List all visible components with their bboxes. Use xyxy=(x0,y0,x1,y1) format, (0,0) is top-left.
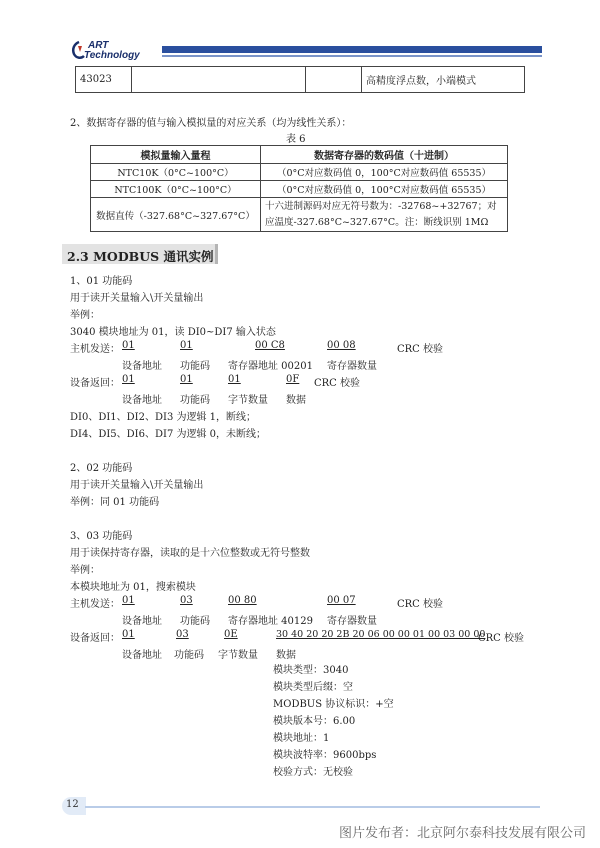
s3-detail-version: 模块版本号：6.00 xyxy=(273,716,356,727)
column-header: 模拟量输入量程 xyxy=(91,146,261,164)
s3-send-crc: CRC 校验 xyxy=(397,599,444,610)
s3-recv-label: 设备返回： xyxy=(70,633,120,644)
s3-detail-address: 模块地址：1 xyxy=(273,733,330,744)
s3-example: 举例： xyxy=(70,565,100,576)
s3-send-desc-func: 功能码 xyxy=(180,616,210,627)
s1-recv-desc-data: 数据 xyxy=(286,395,306,406)
s1-recv-desc-addr: 设备地址 xyxy=(122,395,162,406)
s1-example: 举例： xyxy=(70,310,100,321)
cell-line: 应温度-327.68°C~327.67°C。注：断线识别 1MΩ xyxy=(265,216,489,228)
footer-line xyxy=(85,806,540,808)
page-number: 12 xyxy=(66,799,79,810)
s3-send-label: 主机发送： xyxy=(70,599,120,610)
s3-send-addr: 01 xyxy=(122,595,135,606)
s3-recv-func: 03 xyxy=(176,629,189,640)
table-cell: 43023 xyxy=(76,67,132,93)
logo-text-technology: Technology xyxy=(84,50,140,61)
s3-detail-baud: 模块波特率：9600bps xyxy=(273,750,377,761)
table-row xyxy=(76,67,525,93)
register-table-fragment xyxy=(75,66,525,93)
s3-send-func: 03 xyxy=(180,595,193,606)
section-title: 2.3 MODBUS 通讯实例 xyxy=(67,249,214,264)
s3-recv-data: 30 40 20 20 2B 20 06 00 00 01 00 03 00 00 xyxy=(276,629,486,640)
s1-send-desc-reg: 寄存器地址 00201 xyxy=(228,361,313,372)
s3-recv-desc-addr: 设备地址 xyxy=(122,650,162,661)
s1-desc: 用于读开关量输入\开关量输出 xyxy=(70,293,204,304)
s3-recv-desc-data: 数据 xyxy=(276,650,296,661)
s1-send-count: 00 08 xyxy=(327,340,356,351)
s3-recv-crc: CRC 校验 xyxy=(478,633,525,644)
s3-detail-parity: 校验方式：无校验 xyxy=(273,767,353,778)
s1-send-label: 主机发送： xyxy=(70,344,120,355)
table-cell: NTC10K（0°C~100°C） xyxy=(91,164,261,181)
table-header-row xyxy=(91,146,508,164)
s3-intro: 本模块地址为 01，搜索模块 xyxy=(70,582,196,593)
table-cell xyxy=(261,198,508,232)
table-row xyxy=(91,181,508,198)
s2-example: 举例：同 01 功能码 xyxy=(70,497,160,508)
s3-send-count: 00 07 xyxy=(327,595,356,606)
item2-text: 2、数据寄存器的值与输入模拟量的对应关系（均为线性关系）： xyxy=(70,118,352,129)
table-cell: NTC100K（0°C~100°C） xyxy=(91,181,261,198)
table-cell xyxy=(306,67,362,93)
table-cell xyxy=(132,67,306,93)
s1-intro: 3040 模块地址为 01，读 DI0~DI7 输入状态 xyxy=(70,327,276,338)
s3-detail-type: 模块类型：3040 xyxy=(273,665,349,676)
s1-note2: DI4、DI5、DI6、DI7 为逻辑 0，未断线； xyxy=(70,429,267,440)
s1-send-desc-func: 功能码 xyxy=(180,361,210,372)
s3-detail-suffix: 模块类型后缀：空 xyxy=(273,682,353,693)
s1-send-crc: CRC 校验 xyxy=(397,344,444,355)
table6-caption: 表 6 xyxy=(286,134,306,145)
s3-detail-protocol: MODBUS 协议标识：+空 xyxy=(273,699,394,710)
s1-recv-desc-func: 功能码 xyxy=(180,395,210,406)
s3-desc: 用于读保持寄存器，读取的是十六位整数或无符号整数 xyxy=(70,548,310,559)
s3-title: 3、03 功能码 xyxy=(70,531,133,542)
s3-recv-bytes: 0E xyxy=(224,629,238,640)
s1-recv-crc: CRC 校验 xyxy=(314,378,361,389)
header-bar xyxy=(162,46,542,53)
s1-send-func: 01 xyxy=(180,340,193,351)
s1-send-desc-addr: 设备地址 xyxy=(122,361,162,372)
s3-recv-addr: 01 xyxy=(122,629,135,640)
s1-recv-desc-bytes: 字节数量 xyxy=(228,395,268,406)
company-logo xyxy=(70,40,160,64)
cell-line: 十六进制源码对应无符号数为：-32768~+32767；对 xyxy=(265,200,497,212)
table-cell: （0°C对应数码值 0，100°C对应数码值 65535） xyxy=(261,181,508,198)
column-header: 数据寄存器的数码值（十进制） xyxy=(261,146,508,164)
header-bar-thin xyxy=(162,55,542,57)
s1-recv-addr: 01 xyxy=(122,374,135,385)
s1-send-addr: 01 xyxy=(122,340,135,351)
s1-recv-func: 01 xyxy=(180,374,193,385)
table-cell: 高精度浮点数，小端模式 xyxy=(362,67,525,93)
s1-send-reg: 00 C8 xyxy=(255,340,285,351)
s3-send-desc-reg: 寄存器地址 40129 xyxy=(228,616,313,627)
s2-title: 2、02 功能码 xyxy=(70,463,133,474)
s3-recv-desc-bytes: 字节数量 xyxy=(218,650,258,661)
publisher-credit: 图片发布者：北京阿尔泰科技发展有限公司 xyxy=(338,826,586,841)
table-row xyxy=(91,198,508,232)
s3-send-desc-count: 寄存器数量 xyxy=(327,616,377,627)
s1-title: 1、01 功能码 xyxy=(70,276,133,287)
table-row xyxy=(91,164,508,181)
logo-text-art: ART xyxy=(88,40,109,51)
s3-recv-desc-func: 功能码 xyxy=(174,650,204,661)
s1-recv-data: 0F xyxy=(286,374,300,385)
s3-send-desc-addr: 设备地址 xyxy=(122,616,162,627)
s1-recv-bytes: 01 xyxy=(228,374,241,385)
table6 xyxy=(90,145,508,232)
s3-send-reg: 00 80 xyxy=(228,595,257,606)
s1-send-desc-count: 寄存器数量 xyxy=(327,361,377,372)
s1-recv-label: 设备返回： xyxy=(70,378,120,389)
table-cell: （0°C对应数码值 0，100°C对应数码值 65535） xyxy=(261,164,508,181)
s2-desc: 用于读开关量输入\开关量输出 xyxy=(70,480,204,491)
table-cell: 数据直传（-327.68°C~327.67°C） xyxy=(91,198,261,232)
s1-note1: DI0、DI1、DI2、DI3 为逻辑 1，断线； xyxy=(70,412,257,423)
